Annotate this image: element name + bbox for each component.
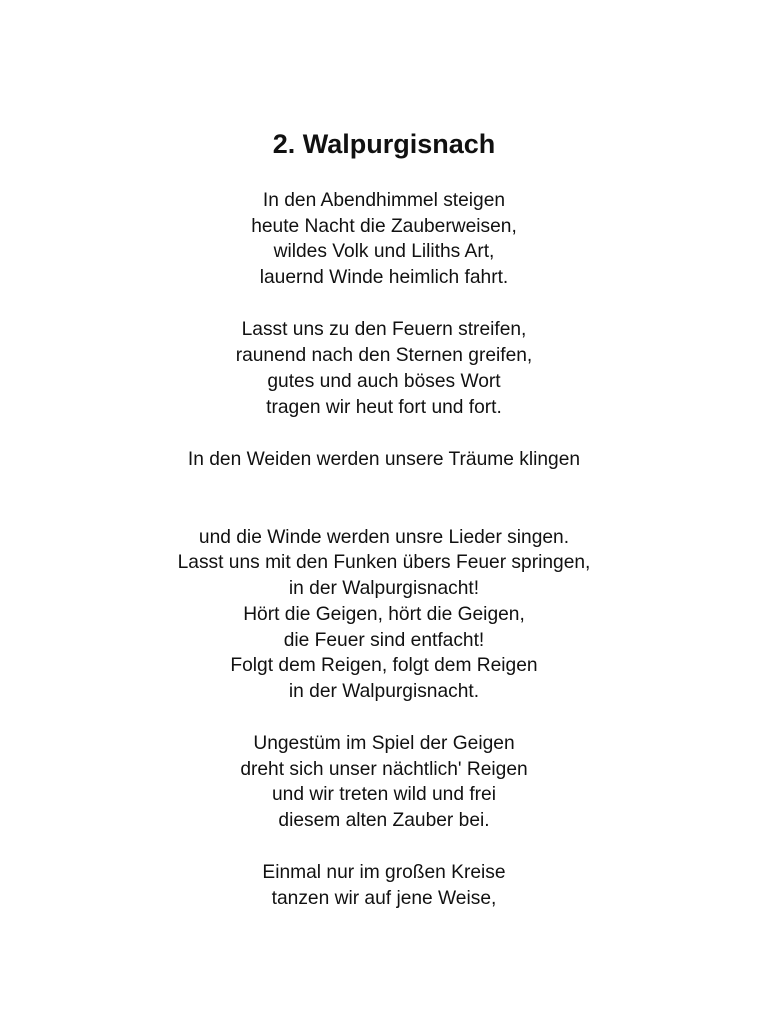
poem-line: und die Winde werden unsre Lieder singen. bbox=[198, 527, 570, 548]
poem-line: die Feuer sind entfacht! bbox=[283, 630, 485, 651]
poem-line: wildes Volk und Liliths Art, bbox=[273, 241, 495, 262]
poem-line: In den Abendhimmel steigen bbox=[262, 190, 506, 211]
poem-line: heute Nacht die Zauberweisen, bbox=[251, 216, 517, 237]
poem-line: tanzen wir auf jene Weise, bbox=[271, 888, 497, 909]
poem-line: in der Walpurgisnacht. bbox=[288, 681, 480, 702]
poem-title: 2. Walpurgisnach bbox=[272, 129, 496, 159]
poem-line: gutes und auch böses Wort bbox=[267, 371, 501, 392]
poem-line: dreht sich unser nächtlich' Reigen bbox=[240, 759, 528, 780]
poem-line: und wir treten wild und frei bbox=[272, 784, 496, 805]
poem-line: Lasst uns mit den Funken übers Feuer springen, bbox=[177, 552, 591, 573]
poem-line: tragen wir heut fort und fort. bbox=[266, 397, 502, 418]
poem-line: lauernd Winde heimlich fahrt. bbox=[259, 267, 509, 288]
poem-line: raunend nach den Sternen greifen, bbox=[235, 345, 533, 366]
poem-line: diesem alten Zauber bei. bbox=[278, 810, 490, 831]
poem-line: In den Weiden werden unsere Träume klingen bbox=[187, 449, 581, 470]
poem-line: Folgt dem Reigen, folgt dem Reigen bbox=[230, 655, 538, 676]
poem-line: Einmal nur im großen Kreise bbox=[262, 862, 506, 883]
poem-line: in der Walpurgisnacht! bbox=[288, 578, 480, 599]
poem-line: Ungestüm im Spiel der Geigen bbox=[253, 733, 515, 754]
poem-line: Hört die Geigen, hört die Geigen, bbox=[243, 604, 525, 625]
poem-line: Lasst uns zu den Feuern streifen, bbox=[241, 319, 527, 340]
